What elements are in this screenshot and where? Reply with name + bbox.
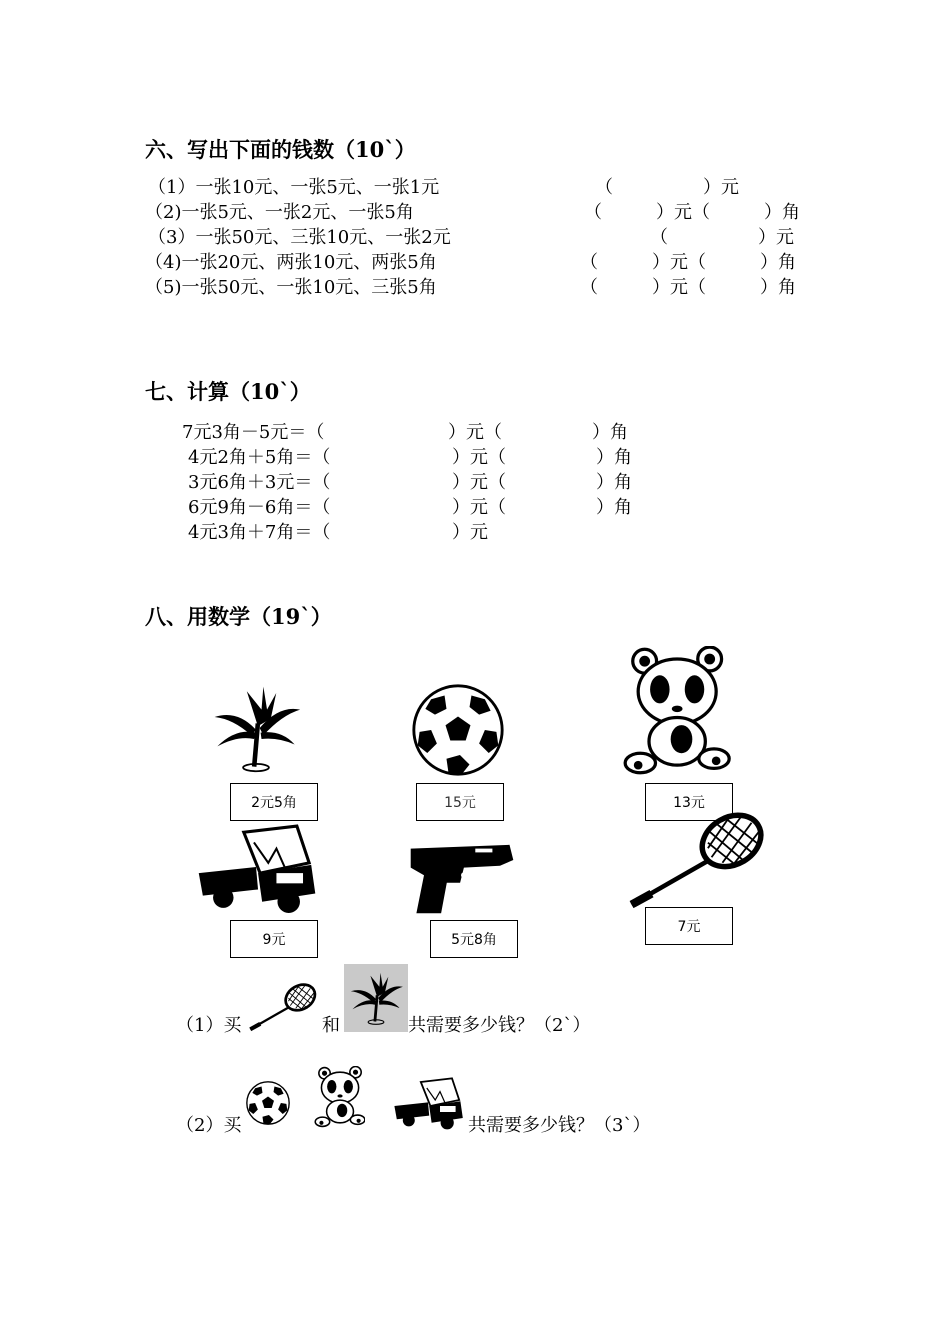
sec7-answer-4b: ）角 — [596, 497, 632, 518]
toy-truck-icon — [194, 822, 318, 914]
sec6-answer-4: （ ）元（ ）角 — [580, 252, 796, 273]
toy-gun-icon — [405, 840, 519, 918]
sec7-answer-4a: ）元（ — [452, 497, 506, 518]
sec7-answer-1a: ）元（ — [448, 422, 502, 443]
q2-suffix: 共需要多少钱？（3`） — [468, 1115, 651, 1136]
price-racket: 7元 — [645, 907, 733, 945]
plant-icon — [210, 680, 302, 776]
q1-plant-icon — [348, 968, 404, 1028]
sec7-question-4: 6元9角－6角＝（ — [188, 497, 331, 518]
q1-racket-icon — [244, 982, 322, 1032]
sec6-answer-3: （ ）元 — [650, 227, 794, 248]
soccer-ball-icon — [410, 682, 506, 778]
sec7-question-3: 3元6角＋3元＝（ — [188, 472, 331, 493]
sec6-answer-5: （ ）元（ ）角 — [580, 277, 796, 298]
q2-truck-icon — [392, 1076, 464, 1130]
sec6-question-2: （2)一张5元、一张2元、一张5角 — [145, 202, 414, 223]
sec7-question-2: 4元2角＋5角＝（ — [188, 447, 331, 468]
price-gun: 5元8角 — [430, 920, 518, 958]
sec7-answer-2b: ）角 — [596, 447, 632, 468]
price-ball: 15元 — [416, 783, 504, 821]
sec6-question-3: （3）一张50元、三张10元、一张2元 — [148, 227, 451, 248]
sec7-answer-1b: ）角 — [592, 422, 628, 443]
sec7-question-5: 4元3角＋7角＝（ — [188, 522, 331, 543]
sec6-question-4: （4)一张20元、两张10元、两张5角 — [145, 252, 437, 273]
sec6-question-5: （5)一张50元、一张10元、三张5角 — [145, 277, 437, 298]
section-8-title: 八、用数学（19`） — [145, 604, 332, 629]
section-6-title: 六、写出下面的钱数（10`） — [145, 137, 416, 162]
sec6-answer-2: （ ）元（ ）角 — [584, 202, 800, 223]
price-plant: 2元5角 — [230, 783, 318, 821]
q1-prefix: （1）买 — [176, 1015, 242, 1036]
price-panda: 13元 — [645, 783, 733, 821]
price-truck: 9元 — [230, 920, 318, 958]
q1-suffix: 共需要多少钱？（2`） — [408, 1015, 591, 1036]
q2-prefix: （2）买 — [176, 1115, 242, 1136]
sec7-question-1: 7元3角－5元＝（ — [182, 422, 325, 443]
q2-panda-icon — [313, 1066, 365, 1128]
sec7-answer-3a: ）元（ — [452, 472, 506, 493]
sec7-answer-3b: ）角 — [596, 472, 632, 493]
panda-toy-icon — [618, 646, 732, 776]
sec6-answer-1: （ ）元 — [595, 177, 739, 198]
sec7-answer-5a: ）元 — [452, 522, 488, 543]
q1-plant-thumb — [344, 964, 408, 1032]
sec7-answer-2a: ）元（ — [452, 447, 506, 468]
q2-ball-icon — [245, 1080, 291, 1126]
badminton-racket-icon — [618, 810, 776, 910]
section-7-title: 七、计算（10`） — [145, 379, 311, 404]
sec6-question-1: （1）一张10元、一张5元、一张1元 — [148, 177, 440, 198]
q1-and: 和 — [322, 1015, 340, 1036]
